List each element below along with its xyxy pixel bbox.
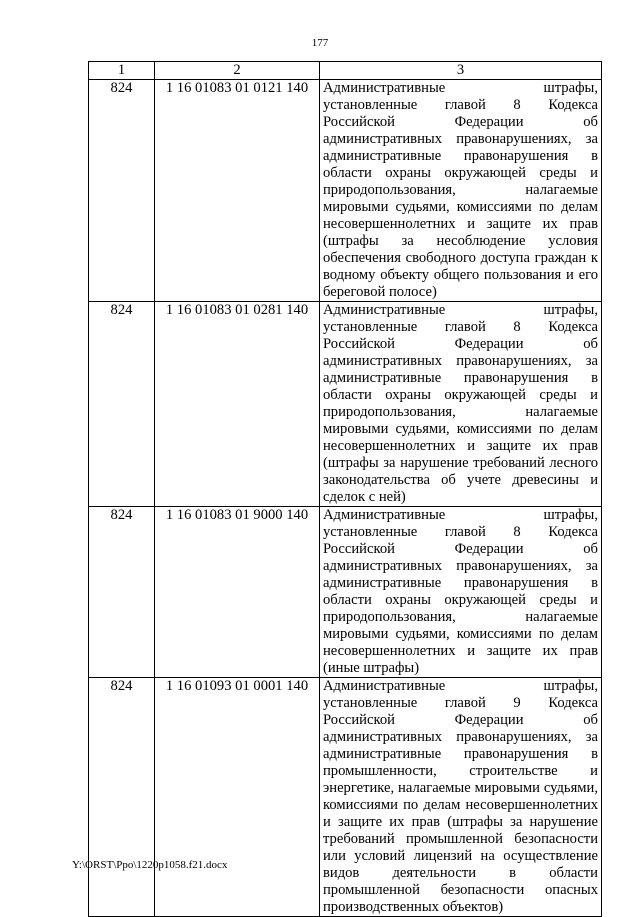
budget-classification-code: 1 16 01083 01 0281 140 <box>155 302 320 507</box>
budget-classification-code: 1 16 01093 01 0001 140 <box>155 678 320 917</box>
table-row <box>89 507 602 678</box>
revenue-description: Административные штрафы, установленные главой 9 Кодекса Российской Федерации об административных правонарушениях, за административные правонарушения в промышленности, строительстве и энергетике, налагаемые мировыми судьями, комиссиями по делам несовершеннолетних и защите их прав (штрафы за нарушение требований промышленной безопасности или условий лицензий на осуществление видов деятельности в области промышленной безопасности опасных производственных объектов) <box>320 678 602 917</box>
revenue-description: Административные штрафы, установленные главой 8 Кодекса Российской Федерации об административных правонарушениях, за административные правонарушения в области охраны окружающей среды и природопользования, налагаемые мировыми судьями, комиссиями по делам несовершеннолетних и защите их прав (штрафы за несоблюдение условия обеспечения свободного доступа граждан к водному объекту общего пользования и его береговой полосе) <box>320 80 602 302</box>
administrator-code: 824 <box>89 507 155 678</box>
footer-file-path: Y:\ORST\Ppo\1220p1058.f21.docx <box>72 859 228 871</box>
budget-classification-table <box>88 61 602 917</box>
table-row <box>89 302 602 507</box>
column-header-1: 1 <box>89 62 155 80</box>
column-header-2: 2 <box>155 62 320 80</box>
budget-classification-code: 1 16 01083 01 9000 140 <box>155 507 320 678</box>
table-row <box>89 678 602 917</box>
administrator-code: 824 <box>89 302 155 507</box>
table-header-row <box>89 62 602 80</box>
administrator-code: 824 <box>89 678 155 917</box>
administrator-code: 824 <box>89 80 155 302</box>
revenue-description: Административные штрафы, установленные главой 8 Кодекса Российской Федерации об административных правонарушениях, за административные правонарушения в области охраны окружающей среды и природопользования, налагаемые мировыми судьями, комиссиями по делам несовершеннолетних и защите их прав (штрафы за нарушение требований лесного законодательства об учете древесины и сделок с ней) <box>320 302 602 507</box>
page-number: 177 <box>311 37 329 49</box>
column-header-3: 3 <box>320 62 602 80</box>
budget-classification-code: 1 16 01083 01 0121 140 <box>155 80 320 302</box>
table-row <box>89 80 602 302</box>
revenue-description: Административные штрафы, установленные главой 8 Кодекса Российской Федерации об административных правонарушениях, за административные правонарушения в области охраны окружающей среды и природопользования, налагаемые мировыми судьями, комиссиями по делам несовершеннолетних и защите их прав (иные штрафы) <box>320 507 602 678</box>
